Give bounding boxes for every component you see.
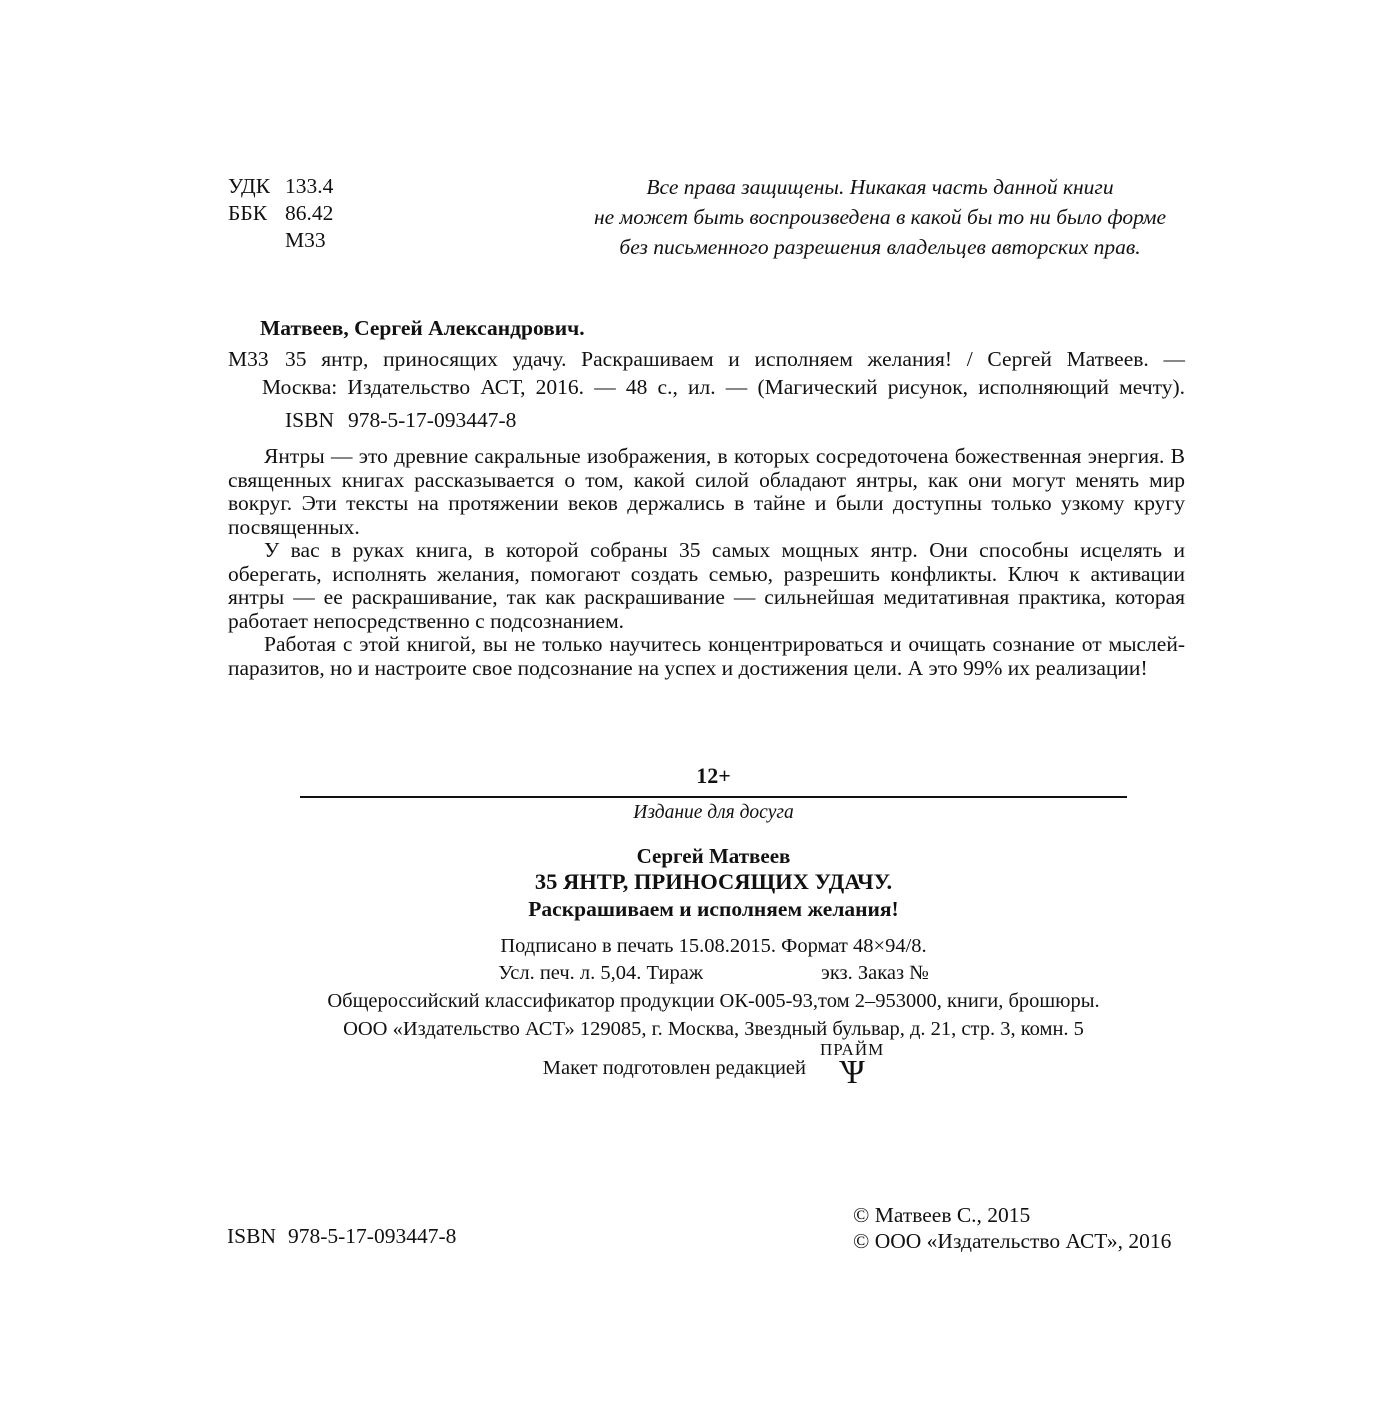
- edition-subtitle: Раскрашиваем и исполняем желания!: [528, 897, 899, 921]
- rights-notice-line-2: не может быть воспроизведена в какой бы то ни было форме: [593, 205, 1167, 229]
- layout-note: Макет подготовлен редакцией: [542, 1057, 806, 1079]
- copyright-block: [853, 1202, 1171, 1254]
- isbn-bottom: [227, 1224, 456, 1249]
- annotation-paragraph-1: Янтры — это древние сакральные изображения, в которых сосредоточена божественная энергия. В священных книгах рассказывается о том, какой силой обладают янтры, как они могут менять мир вокруг. Эти тексты на протяжении веков держались в тайне и были доступны только узкому кругу посвященных.: [228, 444, 1185, 539]
- praym-logo: [820, 1040, 885, 1091]
- author-sign-row: [228, 227, 333, 254]
- print-info: Подписано в печать 15.08.2015. Формат 48×94/8.: [500, 935, 927, 957]
- udk-row: [228, 173, 333, 200]
- isbn-top-value: 978-5-17-093447-8: [347, 408, 517, 432]
- print-run-line: [300, 962, 1127, 985]
- bbk-row: [228, 200, 333, 227]
- annotation-block: [228, 445, 1185, 680]
- udk-value: 133.4: [285, 174, 334, 198]
- catalog-entry: [228, 345, 1185, 401]
- age-rating: 12+: [696, 763, 731, 788]
- edition-author: Сергей Матвеев: [636, 844, 791, 868]
- catalog-author-heading: Матвеев, Сергей Александрович.: [260, 316, 585, 340]
- praym-logo-word: ПРАЙМ: [820, 1040, 885, 1059]
- catalog-entry-code: М33: [228, 347, 269, 371]
- rights-notice-line-1: Все права защищены. Никакая часть данной книги: [646, 175, 1114, 199]
- product-classifier: Общероссийский классификатор продукции ОК-005-93,том 2–953000, книги, брошюры.: [327, 990, 1100, 1012]
- isbn-top: [285, 408, 516, 433]
- rights-notice: [560, 172, 1200, 262]
- annotation-paragraph-2: У вас в руках книга, в которой собраны 35 самых мощных янтр. Они способны исцелять и оберегать, исполнять желания, помогают создать семью, разрешить конфликты. Ключ к активации янтры — ее раскрашивание, так как раскрашивание — сильнейшая медитативная практика, которая работает непосредственно с подсознанием.: [228, 538, 1185, 633]
- author-sign: М33: [285, 228, 326, 252]
- udk-label: УДК: [228, 174, 271, 198]
- isbn-bottom-label: ISBN: [227, 1224, 276, 1248]
- layout-credit-row: [300, 1040, 1127, 1091]
- bbk-value: 86.42: [285, 201, 334, 225]
- horizontal-rule: [300, 796, 1127, 798]
- edition-title: 35 ЯНТР, ПРИНОСЯЩИХ УДАЧУ.: [534, 869, 893, 894]
- praym-trident-icon: Ѱ: [839, 1054, 865, 1091]
- edition-type: Издание для досуга: [633, 802, 794, 823]
- classification-block: [228, 173, 333, 254]
- print-run-right: экз. Заказ №: [821, 962, 929, 984]
- annotation-paragraph-3: Работая с этой книгой, вы не только научитесь концентрироваться и очищать сознание от мыслей-паразитов, но и настроите свое подсознание на успех и достижения цели. А это 99% их реализации!: [228, 632, 1185, 680]
- catalog-entry-line-2: Москва: Издательство АСТ, 2016. — 48 с., ил. — (Магический рисунок, исполняющий мечту).: [262, 375, 1185, 399]
- copyright-publisher: © ООО «Издательство АСТ», 2016: [853, 1229, 1172, 1253]
- rights-notice-line-3: без письменного разрешения владельцев авторских прав.: [619, 235, 1141, 259]
- bbk-label: ББК: [228, 201, 268, 225]
- print-run-left: Усл. печ. л. 5,04. Тираж: [498, 962, 704, 984]
- catalog-entry-line-1: 35 янтр, приносящих удачу. Раскрашиваем и исполняем желания! / Сергей Матвеев. —: [285, 347, 1185, 371]
- copyright-author: © Матвеев С., 2015: [853, 1203, 1031, 1227]
- isbn-top-label: ISBN: [285, 408, 334, 432]
- isbn-bottom-value: 978-5-17-093447-8: [287, 1224, 457, 1248]
- publisher-address: ООО «Издательство АСТ» 129085, г. Москва, Звездный бульвар, д. 21, стр. 3, комн. 5: [343, 1018, 1084, 1040]
